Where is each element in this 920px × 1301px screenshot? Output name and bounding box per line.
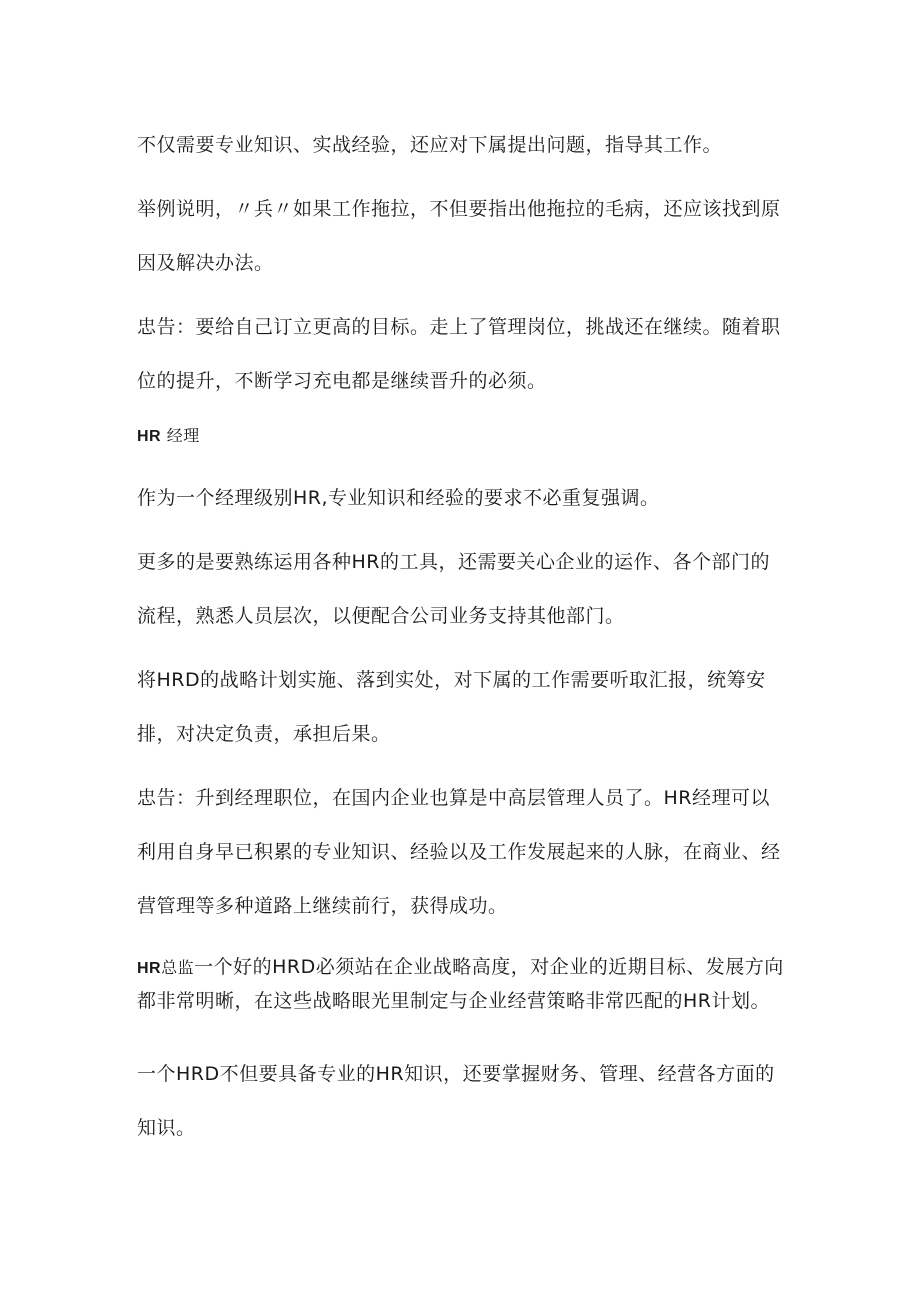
section-heading-hr-manager (137, 422, 787, 451)
paragraph-example: 举例说明，〃兵〃如果工作拖拉，不但要指出他拖拉的毛病，还应该找到原因及解决办法。 (137, 198, 781, 274)
heading-title: 总监 (161, 958, 195, 977)
heading-prefix: HR (137, 428, 162, 445)
paragraph-advice-2: 忠告：升到经理职位，在国内企业也算是中高层管理人员了。HR经理可以利用自身早已积累的专业知识、经验以及工作发展起来的人脉，在商业、经营管理等多种道路上继续前行，获得成功。 (137, 787, 781, 917)
director-intro-text: 一个好的HRD必须站在企业战略高度，对企业的近期目标、发展方向都非常明晰，在这些战略眼光里制定与企业经营策略非常匹配的HR计划。 (137, 956, 784, 1012)
paragraph-director-skills: 一个HRD不但要具备专业的HR知识，还要掌握财务、管理、经营各方面的知识。 (137, 1063, 775, 1139)
paragraph-manager-intro: 作为一个经理级别HR,专业知识和经验的要求不必重复强调。 (137, 487, 660, 509)
paragraph-guidance: 不仅需要专业知识、实战经验，还应对下属提出问题，指导其工作。 (137, 134, 723, 156)
heading-title: 经理 (166, 426, 200, 445)
paragraph-manager-execution: 将HRD的战略计划实施、落到实处，对下属的工作需要听取汇报，统筹安排，对决定负责，承担后果。 (137, 669, 766, 745)
paragraph-advice-1: 忠告：要给自己订立更高的目标。走上了管理岗位，挑战还在继续。随着职位的提升，不断学习充电都是继续晋升的必须。 (137, 316, 781, 392)
document-page (137, 118, 787, 1155)
section-heading-hr-director (137, 951, 787, 1017)
paragraph-manager-tools: 更多的是要熟练运用各种HR的工具，还需要关心企业的运作、各个部门的流程，熟悉人员层次，以便配合公司业务支持其他部门。 (137, 551, 770, 627)
heading-prefix: HR (137, 960, 162, 977)
